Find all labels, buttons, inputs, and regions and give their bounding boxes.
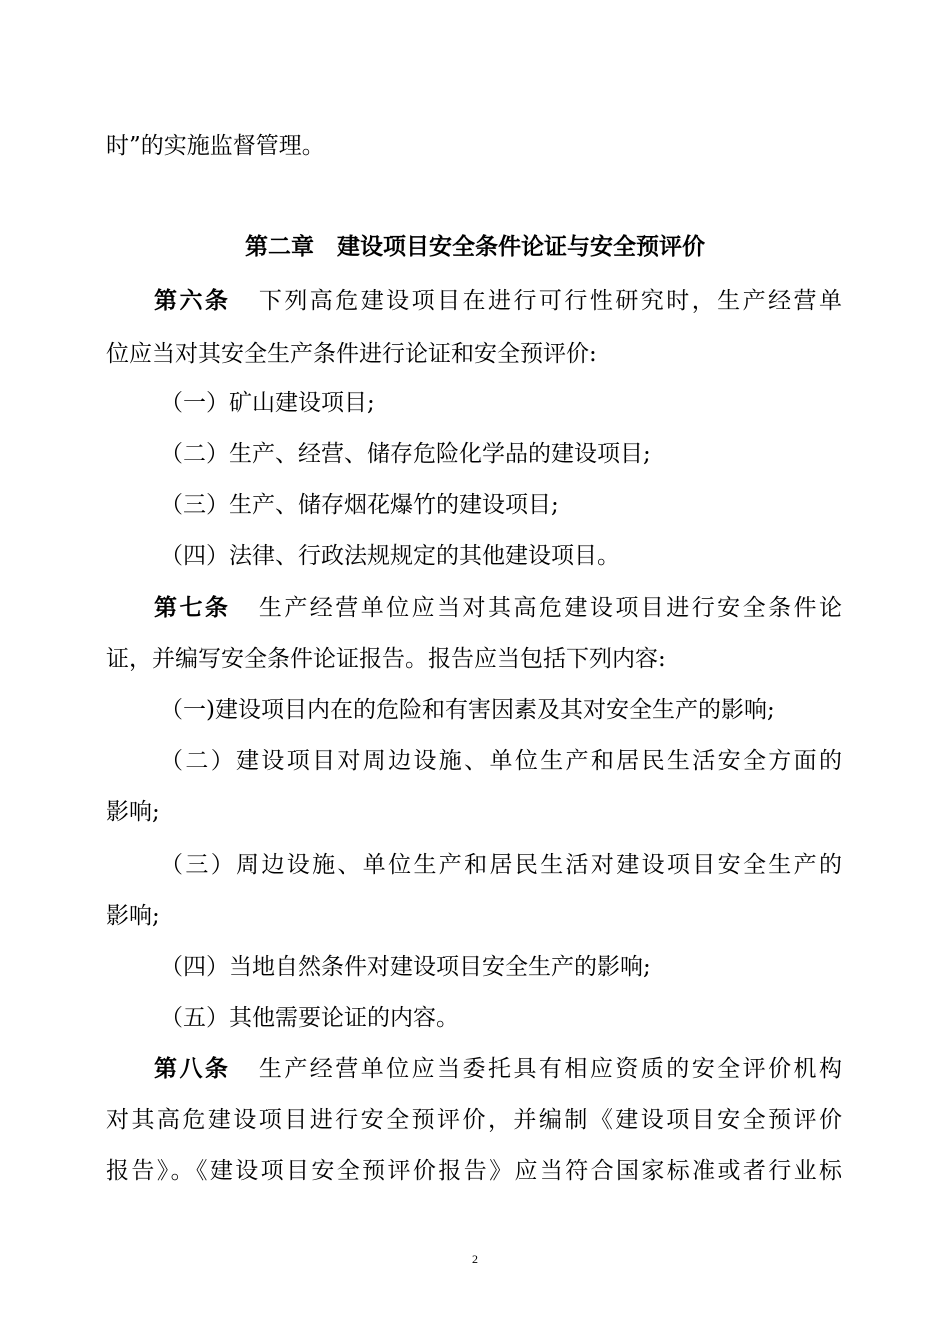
article-8-line-3: 报告》。《建设项目安全预评价报告》应当符合国家标准或者行业标 [106, 1158, 842, 1184]
article-7-line-1 [154, 593, 842, 623]
article-6-item-4: （四）法律、行政法规规定的其他建设项目。 [160, 543, 620, 569]
article-7-label: 第七条 [154, 595, 231, 621]
chapter-title: 第二章 建设项目安全条件论证与安全预评价 [245, 234, 705, 260]
article-6-line-1 [154, 286, 842, 316]
article-6-line-2: 位应当对其安全生产条件进行论证和安全预评价: [106, 341, 597, 367]
page-number: 2 [472, 1252, 478, 1266]
article-8-label: 第八条 [154, 1056, 231, 1082]
article-7-item-4: （四）当地自然条件对建设项目安全生产的影响; [160, 954, 651, 980]
article-7-item-2a: （二）建设项目对周边设施、单位生产和居民生活安全方面的 [160, 748, 842, 774]
article-6-item-3: （三）生产、储存烟花爆竹的建设项目; [160, 492, 559, 518]
article-8-line-2: 对其高危建设项目进行安全预评价，并编制《建设项目安全预评价 [106, 1107, 842, 1133]
article-7-text-1: 生产经营单位应当对其高危建设项目进行安全条件论 [256, 595, 843, 621]
article-7-line-2: 证，并编写安全条件论证报告。报告应当包括下列内容: [106, 646, 666, 672]
paragraph-continuation: 时”的实施监督管理。 [106, 133, 325, 159]
article-8-line-1 [154, 1054, 842, 1084]
article-6-text-1: 下列高危建设项目在进行可行性研究时，生产经营单 [256, 288, 843, 314]
article-7-item-3b: 影响; [106, 903, 160, 929]
article-7-item-2b: 影响; [106, 799, 160, 825]
article-7-item-5: （五）其他需要论证的内容。 [160, 1005, 459, 1031]
article-6-item-1: （一）矿山建设项目; [160, 390, 375, 416]
article-8-text-1: 生产经营单位应当委托具有相应资质的安全评价机构 [256, 1056, 843, 1082]
article-7-item-1: （一)建设项目内在的危险和有害因素及其对安全生产的影响; [160, 697, 775, 723]
article-6-item-2: （二）生产、经营、储存危险化学品的建设项目; [160, 441, 651, 467]
article-6-label: 第六条 [154, 288, 231, 314]
article-7-item-3a: （三）周边设施、单位生产和居民生活对建设项目安全生产的 [160, 852, 842, 878]
